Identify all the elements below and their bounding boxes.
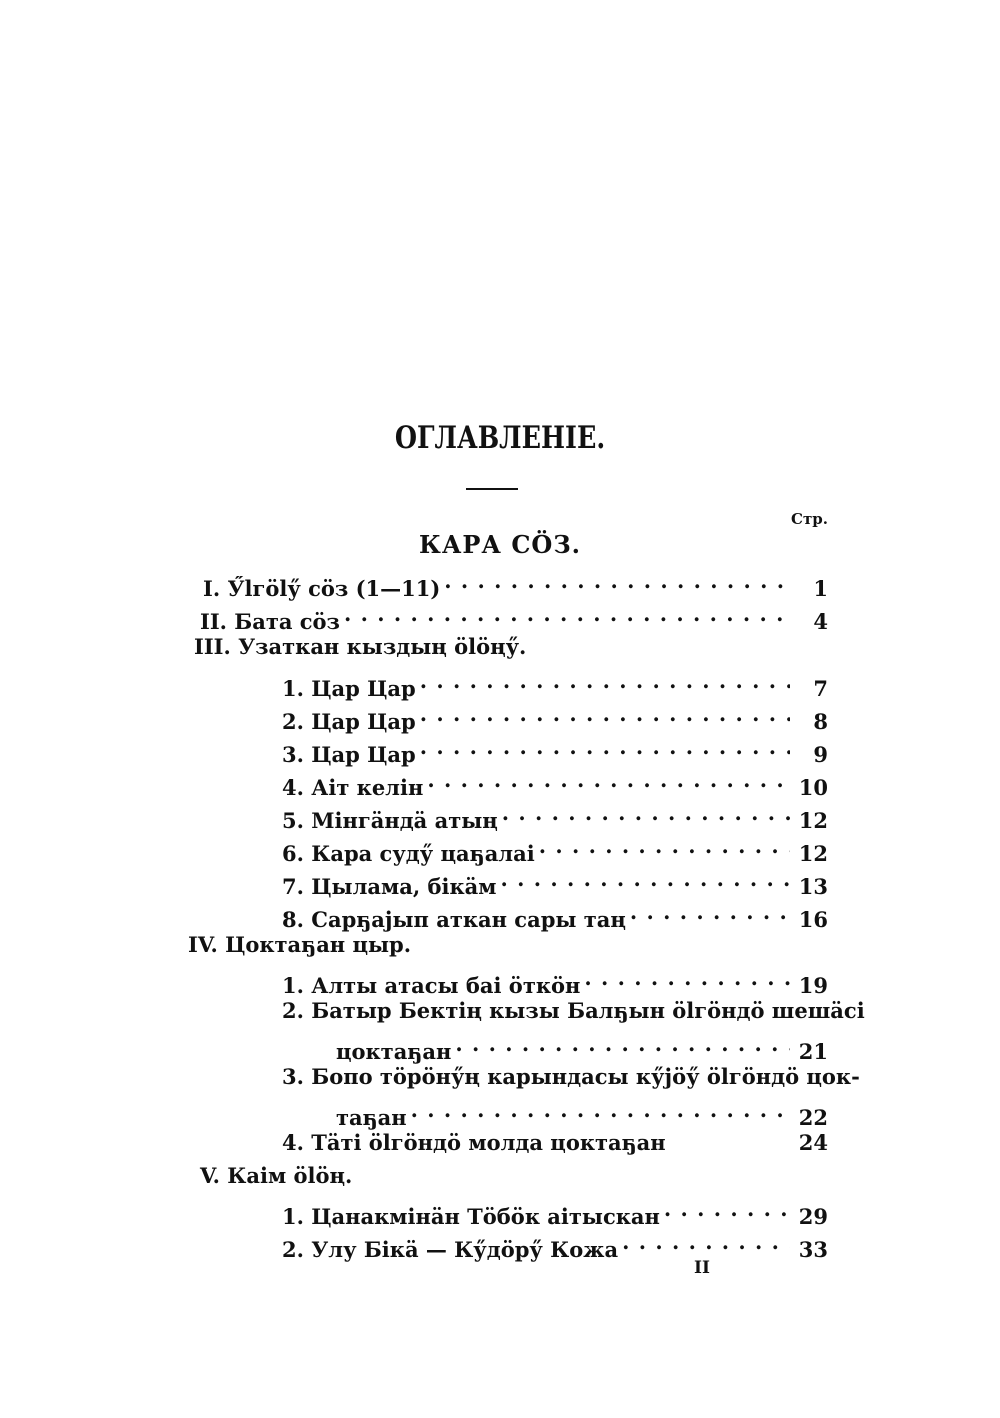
toc-entry-page: 22 (798, 1105, 828, 1130)
toc-entry-number: II. (200, 609, 227, 634)
toc-entry (282, 798, 828, 833)
toc-entry-number: 3. (282, 1064, 304, 1089)
toc-entry-label: Цар Цар (311, 676, 416, 701)
toc-entry-page: 4 (813, 609, 828, 634)
toc-entry-page: 24 (798, 1130, 828, 1155)
toc-entry-page: 12 (798, 841, 828, 866)
toc-entry (282, 1128, 828, 1158)
toc-entry-label: Сарҕајып аткан сары таң (311, 907, 626, 932)
toc-entry-page: 1 (813, 576, 828, 601)
toc-entry (282, 963, 828, 998)
toc-entry-number: 1. (282, 676, 304, 701)
toc-entry-label: Батыр Бектің кызы Балҕын ӧlгӧндӧ шешӓсі (311, 998, 865, 1023)
toc-entry (282, 1062, 860, 1092)
toc-entry (282, 732, 828, 767)
section-heading: КАРА СӦЗ. (419, 530, 581, 559)
toc-entry-number: 2. (282, 998, 304, 1023)
toc-entry-number: 7. (282, 874, 304, 899)
toc-entry (282, 831, 828, 866)
signature-mark: II (694, 1258, 710, 1278)
toc-entry-number: III. (194, 634, 231, 659)
toc-entry (282, 765, 828, 800)
dot-leader (584, 963, 790, 993)
toc-entry-label: Цылама, бікӓм (311, 874, 497, 899)
toc-entry (282, 864, 828, 899)
toc-entry-number: 5. (282, 808, 304, 833)
toc-entry-page: 7 (813, 676, 828, 701)
toc-group-heading (188, 930, 411, 960)
toc-entry-label: Бопо тӧрӧнӳң карындасы кӳјӧӳ ӧlгӧндӧ цок- (311, 1064, 860, 1089)
toc-entry-label: Улу Бікӓ — Кӳдӧрӳ Кожа (311, 1237, 619, 1262)
toc-entry-page: 33 (798, 1237, 828, 1262)
dot-leader (444, 566, 790, 596)
toc-entry (282, 996, 865, 1026)
toc-entry-label: Узаткан кыздың ӧlӧңӳ. (238, 634, 527, 659)
toc-entry-page: 21 (798, 1039, 828, 1064)
toc-entry-number: 8. (282, 907, 304, 932)
toc-entry-label: Бата сӧз (234, 609, 340, 634)
dot-leader (622, 1227, 790, 1257)
toc-entry-number: 1. (282, 973, 304, 998)
toc-entry-label: Цоктаҕан цыр. (225, 932, 412, 957)
toc-entry-page: 8 (813, 709, 828, 734)
toc-entry-label: Мінгӓндӓ атың (311, 808, 498, 833)
toc-entry (282, 897, 828, 932)
toc-entry-page: 19 (798, 973, 828, 998)
toc-entry-label: Тӓті ӧlгӧндӧ молда цоктаҕан (311, 1130, 666, 1155)
toc-entry-page: 12 (798, 808, 828, 833)
toc-entry-number: 2. (282, 1237, 304, 1262)
toc-entry-number: V. (200, 1163, 220, 1188)
toc-entry-number: 4. (282, 1130, 304, 1155)
toc-entry-label: Кара судӳ цаҕалаі (311, 841, 535, 866)
dot-leader (411, 1095, 790, 1125)
dot-leader (420, 699, 790, 729)
toc-entry (282, 1194, 828, 1229)
toc-entry-page: 9 (813, 742, 828, 767)
toc-entry-number: 1. (282, 1204, 304, 1229)
toc-entry-number: 6. (282, 841, 304, 866)
toc-entry (282, 699, 828, 734)
toc-entry (282, 1227, 828, 1262)
dot-leader (664, 1194, 790, 1224)
toc-group-heading (194, 632, 526, 662)
toc-entry (200, 599, 828, 634)
toc-entry-label: Аіт келін (311, 775, 424, 800)
toc-entry-number: IV. (188, 932, 218, 957)
toc-entry-page: 13 (798, 874, 828, 899)
page-title: ОГЛАВЛЕНІЕ. (394, 420, 606, 456)
dot-leader (427, 765, 790, 795)
toc-entry-number: 3. (282, 742, 304, 767)
toc-entry-label: Цанакмінӓн Тӧбӧк аітыскан (311, 1204, 660, 1229)
dot-leader (630, 897, 790, 927)
toc-entry-label: Цар Цар (311, 742, 416, 767)
dot-leader (502, 798, 790, 828)
toc-entry-label: Каім ӧlӧң. (227, 1163, 353, 1188)
toc-entry-label: таҕан (336, 1105, 407, 1130)
toc-entry-label: Цар Цар (311, 709, 416, 734)
toc-entry (282, 666, 828, 701)
toc-group-heading (200, 1161, 352, 1191)
toc-entry (203, 566, 828, 601)
toc-entry-label: Алты атасы баі ӧткӧн (311, 973, 581, 998)
toc-entry-number: 4. (282, 775, 304, 800)
dot-leader (539, 831, 790, 861)
toc-entry-page: 10 (798, 775, 828, 800)
dot-leader (455, 1029, 790, 1059)
toc-entry-continuation (336, 1095, 828, 1130)
toc-entry-number: 2. (282, 709, 304, 734)
toc-entry-page: 29 (798, 1204, 828, 1229)
page-column-label: Стр. (791, 510, 828, 528)
toc-entry-number: I. (203, 576, 221, 601)
dot-leader (344, 599, 790, 629)
dot-leader (420, 732, 790, 762)
toc-entry-label: Ӳlгӧlӳ сӧз (1—11) (227, 576, 441, 601)
toc-entry-page: 16 (798, 907, 828, 932)
title-divider (466, 488, 518, 490)
toc-entry-label: цоктаҕан (336, 1039, 452, 1064)
dot-leader (420, 666, 790, 696)
toc-entry-continuation (336, 1029, 828, 1064)
dot-leader (500, 864, 790, 894)
